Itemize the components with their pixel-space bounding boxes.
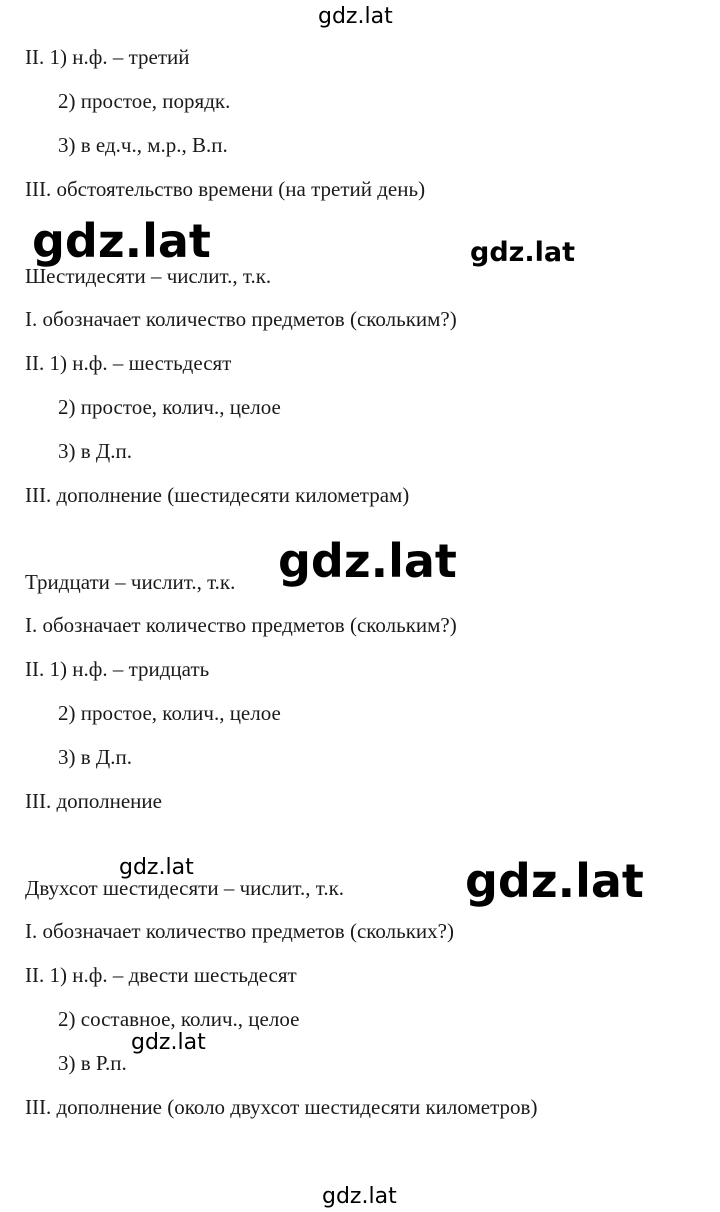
text-line: 2) простое, колич., целое — [58, 395, 281, 419]
text-line: 2) составное, колич., целое — [58, 1007, 300, 1031]
text-line: I. обозначает количество предметов (скольким?) — [25, 307, 457, 331]
text-line: 3) в Д.п. — [58, 439, 132, 463]
text-line: Двухсот шестидесяти – числит., т.к. — [25, 876, 345, 900]
text-line: I. обозначает количество предметов (скольким?) — [25, 613, 457, 637]
text-line: II. 1) н.ф. – шестьдесят — [25, 351, 232, 375]
text-line: I. обозначает количество предметов (скольких?) — [25, 919, 454, 943]
watermark: gdz.lat — [32, 214, 211, 268]
text-line: III. дополнение (около двухсот шестидесяти километров) — [25, 1095, 538, 1119]
text-line: 3) в ед.ч., м.р., В.п. — [58, 133, 228, 157]
watermark: gdz.lat — [465, 854, 644, 908]
text-line: 2) простое, колич., целое — [58, 701, 281, 725]
text-line: III. дополнение (шестидесяти километрам) — [25, 483, 410, 507]
watermark: gdz.lat — [278, 534, 457, 588]
text-line: III. обстоятельство времени (на третий день) — [25, 177, 426, 201]
text-line: 3) в Д.п. — [58, 745, 132, 769]
text-line: II. 1) н.ф. – двести шестьдесят — [25, 963, 297, 987]
watermark: gdz.lat — [470, 237, 576, 268]
text-line: Шестидесяти – числит., т.к. — [25, 264, 272, 288]
watermark: gdz.lat — [131, 1030, 206, 1055]
text-line: II. 1) н.ф. – тридцать — [25, 657, 210, 681]
text-line: Тридцати – числит., т.к. — [25, 570, 236, 594]
text-line: 3) в Р.п. — [58, 1051, 127, 1075]
watermark: gdz.lat — [119, 855, 194, 880]
text-line: III. дополнение — [25, 789, 162, 813]
text-line: II. 1) н.ф. – третий — [25, 45, 190, 69]
text-line: 2) простое, порядк. — [58, 89, 231, 113]
watermark: gdz.lat — [322, 1184, 397, 1209]
watermark: gdz.lat — [318, 4, 393, 29]
